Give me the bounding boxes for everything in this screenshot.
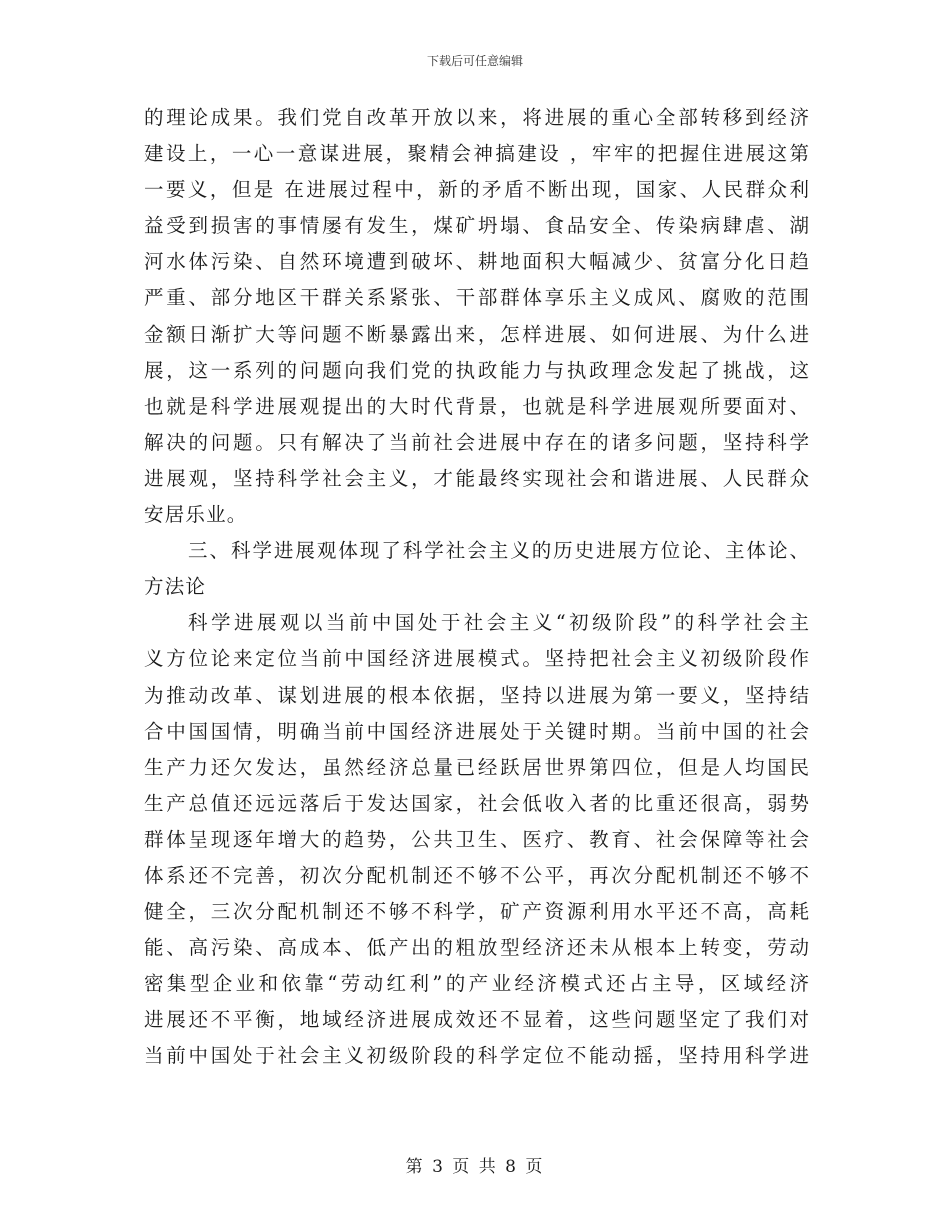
text-line: 生产总值还远远落后于发达国家，社会低收入者的比重还很高，弱势: [144, 791, 809, 815]
document-body: [144, 100, 809, 1075]
text-line: 密集型企业和依靠“劳动红利”的产业经济模式还占主导，区域经济: [144, 972, 809, 996]
text-line: 解决的问题。只有解决了当前社会进展中存在的诸多问题，坚持科学: [144, 430, 809, 454]
text-line: 安居乐业。: [144, 503, 248, 527]
text-line: 合中国国情，明确当前中国经济进展处于关键时期。当前中国的社会: [144, 719, 809, 743]
text-line: 展，这一系列的问题向我们党的执政能力与执政理念发起了挑战，这: [144, 358, 809, 382]
text-line: 三、科学进展观体现了科学社会主义的历史进展方位论、主体论、: [188, 539, 809, 563]
text-line: 一要义，但是 在进展过程中，新的矛盾不断出现，国家、人民群众利: [144, 178, 809, 202]
text-line: 严重、部分地区干群关系紧张、干部群体享乐主义成风、腐败的范围: [144, 286, 809, 310]
text-line: 义方位论来定位当前中国经济进展模式。坚持把社会主义初级阶段作: [144, 647, 809, 671]
text-line: 也就是科学进展观提出的大时代背景，也就是科学进展观所要面对、: [144, 394, 809, 418]
text-line: 群体呈现逐年增大的趋势，公共卫生、医疗、教育、社会保障等社会: [144, 827, 809, 851]
text-line: 科学进展观以当前中国处于社会主义“初级阶段”的科学社会主: [188, 611, 809, 635]
text-line: 河水体污染、自然环境遭到破坏、耕地面积大幅减少、贫富分化日趋: [144, 250, 809, 274]
text-line: 金额日渐扩大等问题不断暴露出来，怎样进展、如何进展、为什么进: [144, 322, 809, 346]
text-line: 为推动改革、谋划进展的根本依据，坚持以进展为第一要义，坚持结: [144, 683, 809, 707]
text-line: 进展还不平衡，地域经济进展成效还不显着，这些问题坚定了我们对: [144, 1008, 809, 1032]
text-line: 方法论: [144, 575, 207, 599]
section-heading: [144, 533, 809, 605]
text-line: 生产力还欠发达，虽然经济总量已经跃居世界第四位，但是人均国民: [144, 755, 809, 779]
text-line: 进展观，坚持科学社会主义，才能最终实现社会和谐进展、人民群众: [144, 466, 809, 490]
text-line: 建设上，一心一意谋进展，聚精会神搞建设 ，牢牢的把握住进展这第: [144, 142, 809, 166]
paragraph-1: [144, 100, 809, 533]
page-number-footer: 第 3 页 共 8 页: [405, 1157, 545, 1177]
paragraph-3: [144, 605, 809, 1074]
text-line: 益受到损害的事情屡有发生，煤矿坍塌、食品安全、传染病肆虐、湖: [144, 214, 809, 238]
text-line: 能、高污染、高成本、低产出的粗放型经济还未从根本上转变，劳动: [144, 936, 809, 960]
text-line: 健全，三次分配机制还不够不科学，矿产资源利用水平还不高，高耗: [144, 900, 809, 924]
page-header: 下载后可任意编辑: [426, 54, 523, 68]
text-line: 的理论成果。我们党自改革开放以来，将进展的重心全部转移到经济: [144, 106, 809, 129]
text-line: 当前中国处于社会主义初级阶段的科学定位不能动摇，坚持用科学进: [144, 1044, 809, 1068]
text-line: 体系还不完善，初次分配机制还不够不公平，再次分配机制还不够不: [144, 863, 809, 887]
